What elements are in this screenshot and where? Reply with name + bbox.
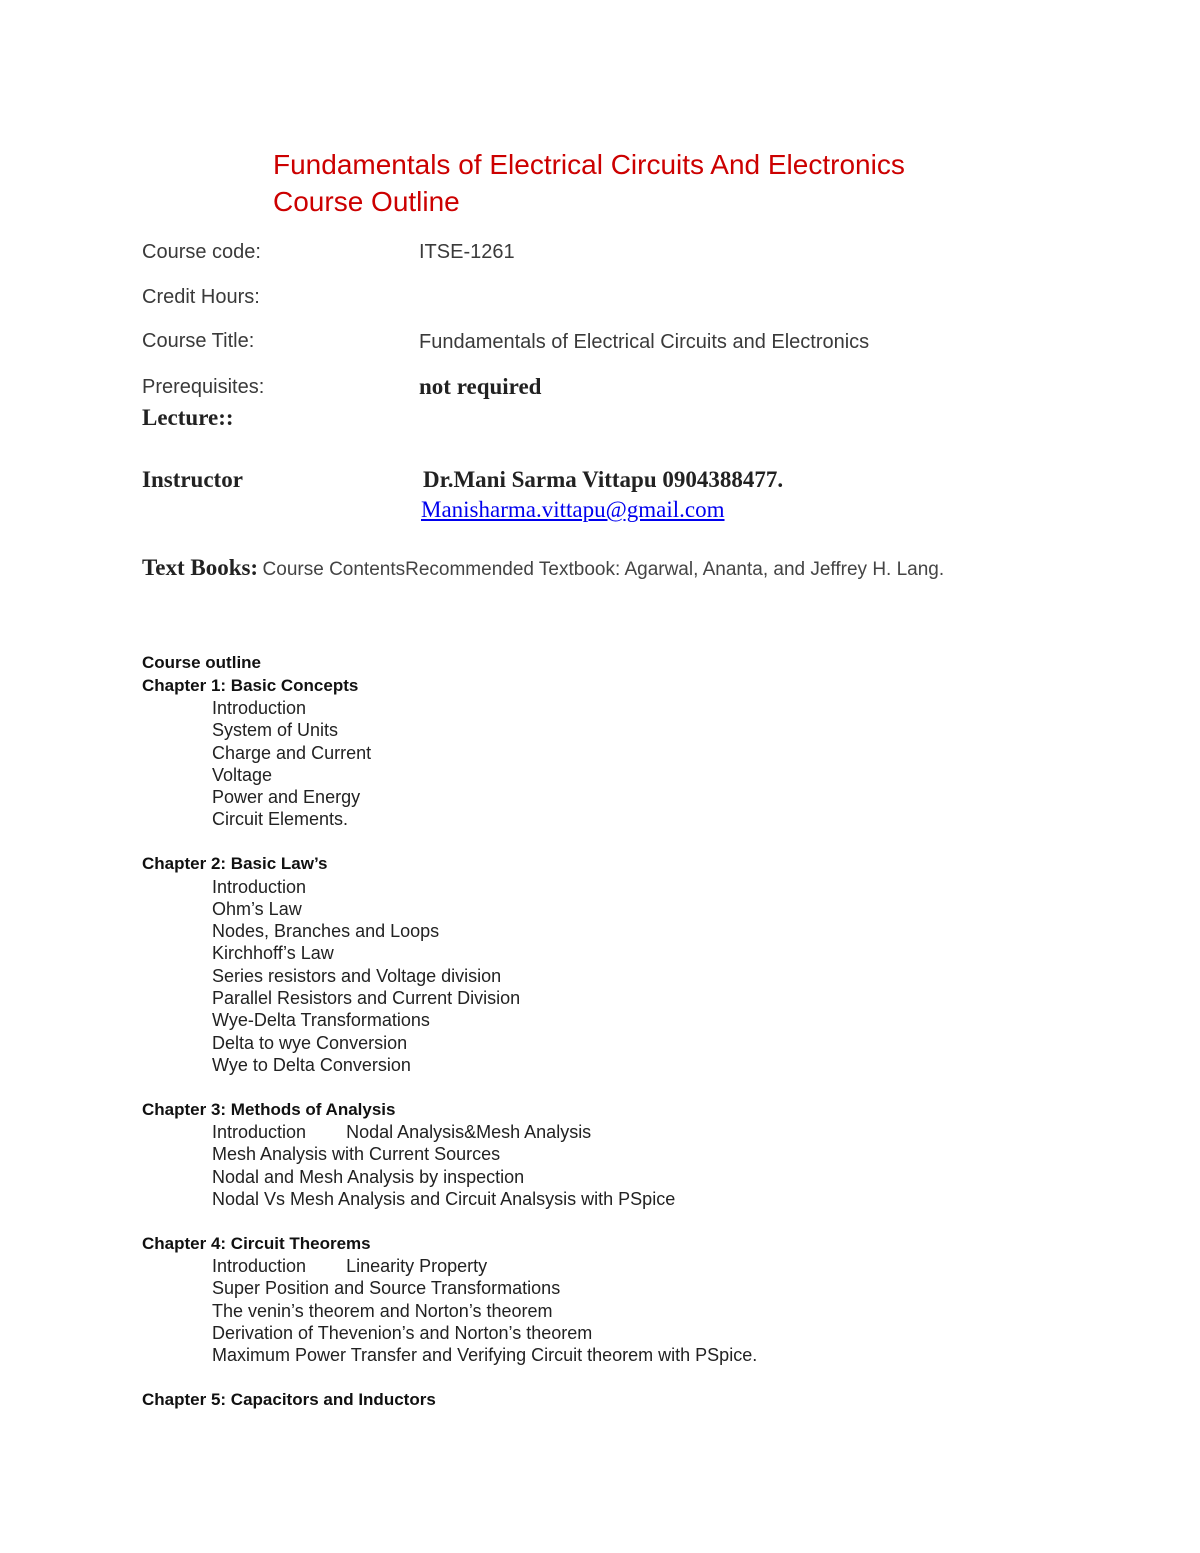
list-item: Nodal and Mesh Analysis by inspection xyxy=(212,1166,525,1187)
prerequisites-value: not required xyxy=(419,374,542,399)
text-books-paragraph xyxy=(142,555,982,583)
course-code-label: Course code: xyxy=(142,241,261,263)
chapter-1-title: Chapter 1: Basic Concepts xyxy=(142,675,359,695)
list-item: The venin’s theorem and Norton’s theorem xyxy=(212,1300,553,1321)
text-books-label: Text Books: xyxy=(142,555,259,580)
list-item: Wye to Delta Conversion xyxy=(212,1054,411,1075)
list-item: Maximum Power Transfer and Verifying Circuit theorem with PSpice. xyxy=(212,1345,758,1366)
list-item: Series resistors and Voltage division xyxy=(212,965,502,986)
spacer xyxy=(142,1076,1042,1098)
course-title-value: Fundamentals of Electrical Circuits and Electronics xyxy=(419,331,870,353)
instructor-email-link[interactable]: Manisharma.vittapu@gmail.com xyxy=(421,497,725,522)
list-item: Introduction xyxy=(212,698,307,718)
list-item: Parallel Resistors and Current Division xyxy=(212,988,521,1009)
lecture-label: Lecture:: xyxy=(142,405,234,430)
prerequisites-label: Prerequisites: xyxy=(142,376,265,398)
document-title: Fundamentals of Electrical Circuits And Electronics xyxy=(273,149,905,180)
credit-hours-label: Credit Hours: xyxy=(142,286,260,308)
course-code-value: ITSE-1261 xyxy=(419,241,515,263)
list-item: Nodal Vs Mesh Analysis and Circuit Analsysis with PSpice xyxy=(212,1188,676,1209)
list-item: Super Position and Source Transformations xyxy=(212,1278,561,1299)
instructor-value: Dr.Mani Sarma Vittapu 0904388477. xyxy=(423,467,784,492)
chapter-2-title: Chapter 2: Basic Law’s xyxy=(142,854,328,874)
spacer xyxy=(142,1367,1042,1389)
chapter-4-title: Chapter 4: Circuit Theorems xyxy=(142,1233,371,1253)
course-outline-heading: Course outline xyxy=(142,653,262,672)
list-item: Ohm’s Law xyxy=(212,898,302,919)
list-item: System of Units xyxy=(212,720,339,741)
list-item: Kirchhoff’s Law xyxy=(212,943,334,964)
spacer xyxy=(142,831,1042,853)
list-item: Power and Energy xyxy=(212,787,361,808)
text-books-text: Course ContentsRecommended Textbook: Agarwal, Ananta, and Jeffrey H. Lang. xyxy=(262,559,945,580)
chapter-3-title: Chapter 3: Methods of Analysis xyxy=(142,1099,396,1119)
list-item: Introduction xyxy=(212,876,307,897)
course-title-label: Course Title: xyxy=(142,330,255,352)
list-item: Nodes, Branches and Loops xyxy=(212,921,440,942)
course-outline xyxy=(142,652,1042,1411)
list-item: Wye-Delta Transformations xyxy=(212,1010,430,1031)
list-item: Voltage xyxy=(212,764,273,785)
list-item: Derivation of Thevenion’s and Norton’s theorem xyxy=(212,1322,593,1343)
chapter-5-title: Chapter 5: Capacitors and Inductors xyxy=(142,1389,436,1409)
list-item: Introduction Linearity Property xyxy=(212,1256,488,1277)
document-subtitle: Course Outline xyxy=(273,186,460,217)
list-item: Charge and Current xyxy=(212,742,372,763)
list-item: Mesh Analysis with Current Sources xyxy=(212,1144,501,1165)
instructor-label: Instructor xyxy=(142,467,243,492)
list-item: Circuit Elements. xyxy=(212,809,349,830)
spacer xyxy=(142,1210,1042,1232)
list-item: Introduction Nodal Analysis&Mesh Analysis xyxy=(212,1122,592,1143)
list-item: Delta to wye Conversion xyxy=(212,1032,408,1053)
